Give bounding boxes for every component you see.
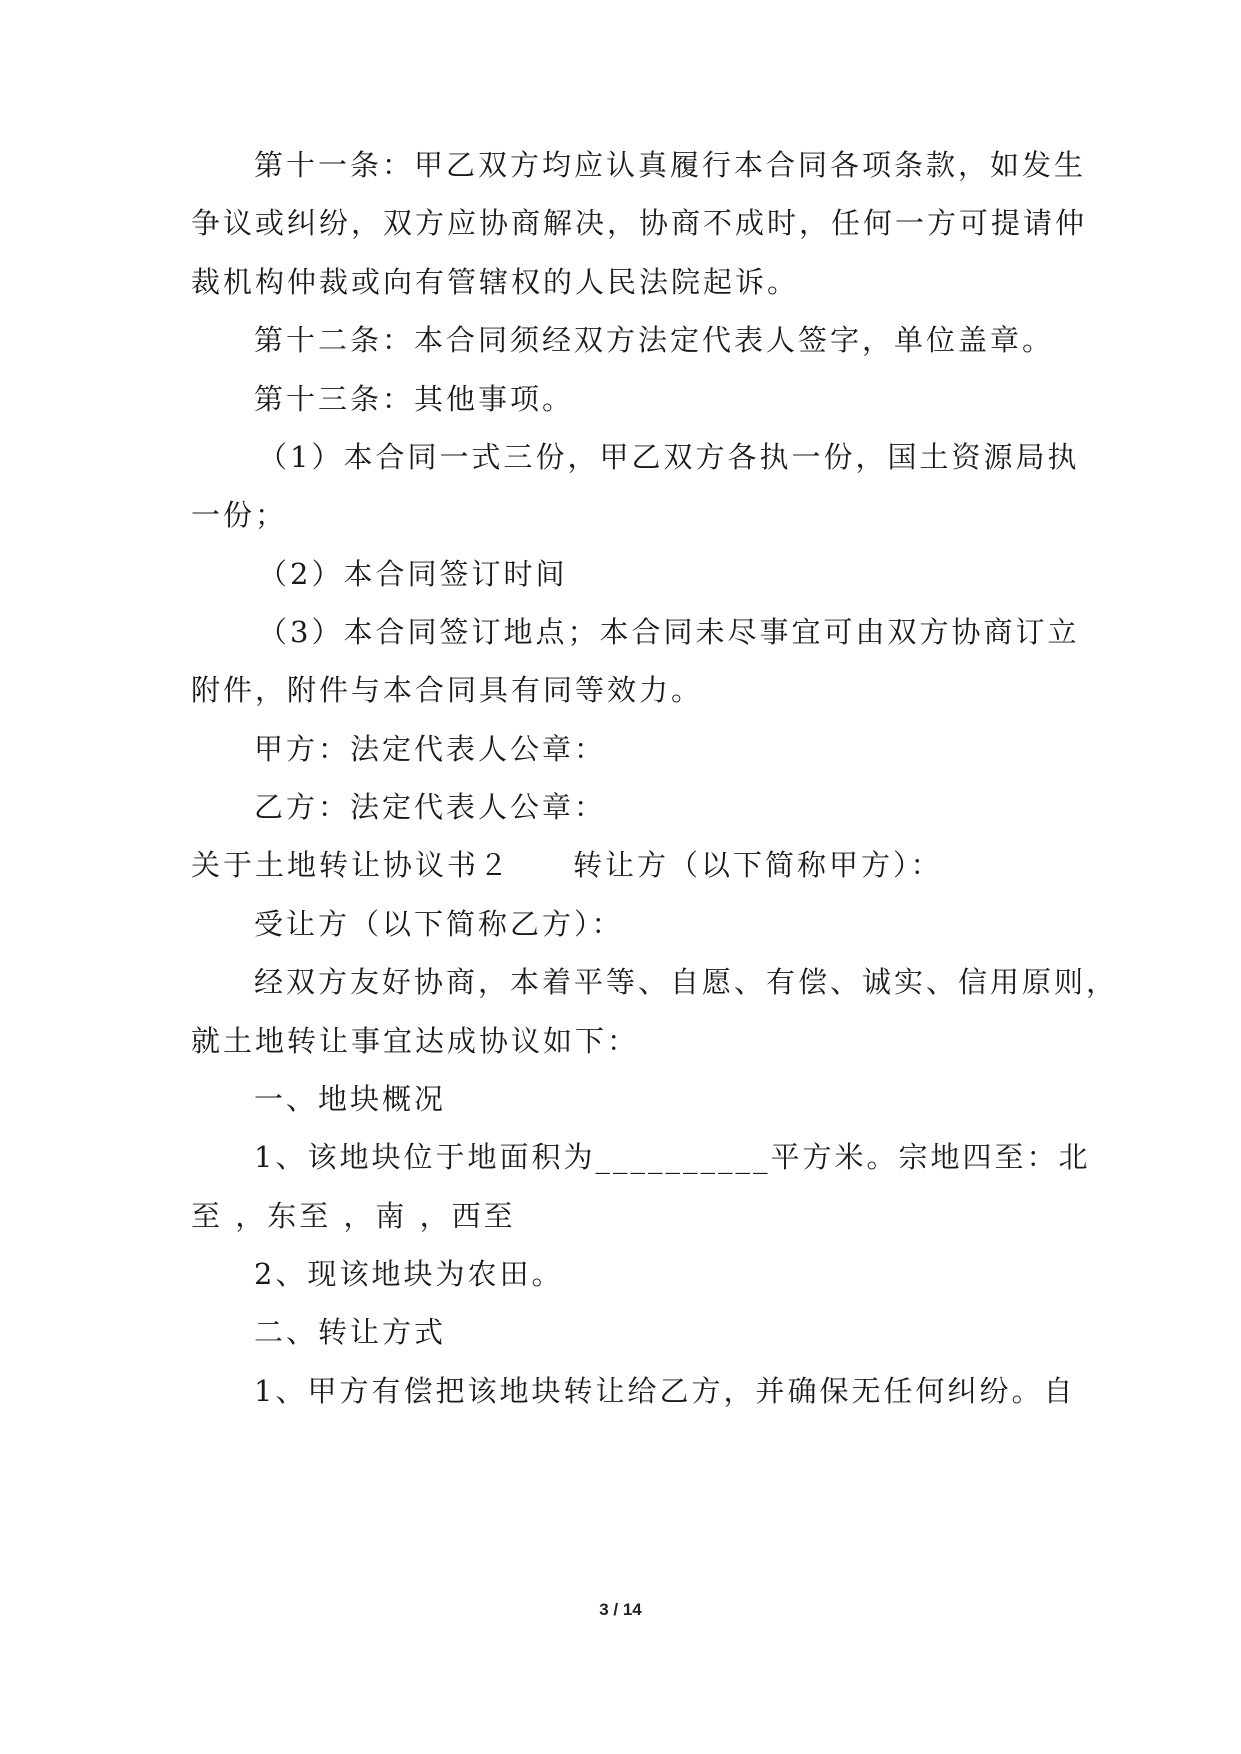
paragraph-line: 第十三条：其他事项。 — [254, 382, 575, 416]
paragraph-line: 1、甲方有偿把该地块转让给乙方，并确保无任何纠纷。自 — [254, 1374, 1076, 1408]
paragraph-line: 附件，附件与本合同具有同等效力。 — [191, 673, 704, 707]
signature-line-party-a: 甲方：法定代表人公章： — [254, 732, 607, 766]
paragraph-line: 一份； — [191, 498, 288, 532]
section-heading: 一、地块概况 — [254, 1082, 447, 1116]
section-heading: 二、转让方式 — [254, 1315, 447, 1349]
transferee-label: 受让方（以下简称乙方）： — [254, 907, 624, 941]
paragraph-line: 争议或纠纷，双方应协商解决，协商不成时，任何一方可提请仲 — [191, 206, 1088, 240]
paragraph-line: （3）本合同签订地点；本合同未尽事宜可由双方协商订立 — [258, 615, 1080, 649]
paragraph-line: （2）本合同签订时间 — [258, 557, 568, 591]
paragraph-line: 第十二条：本合同须经双方法定代表人签字，单位盖章。 — [254, 323, 1055, 357]
page-number: 3 / 14 — [599, 1600, 642, 1619]
paragraph-line: 第十一条：甲乙双方均应认真履行本合同各项条款，如发生 — [254, 148, 1087, 182]
paragraph-line: 裁机构仲裁或向有管辖权的人民法院起诉。 — [191, 265, 800, 299]
paragraph-line: 1、该地块位于地面积为__________平方米。宗地四至：北 — [254, 1140, 1091, 1174]
transferor-label: 转让方（以下简称甲方）： — [573, 848, 943, 882]
paragraph-line: 至 ，东至 ，南 ，西至 — [191, 1199, 516, 1233]
paragraph-line: 经双方友好协商，本着平等、自愿、有偿、诚实、信用原则， — [254, 965, 1119, 999]
paragraph-line: （1）本合同一式三份，甲乙双方各执一份，国土资源局执 — [258, 440, 1080, 474]
paragraph-line: 就土地转让事宜达成协议如下： — [191, 1024, 640, 1058]
signature-line-party-b: 乙方：法定代表人公章： — [254, 790, 607, 824]
agreement-heading — [191, 845, 1061, 885]
agreement-title: 关于土地转让协议书２ — [191, 848, 512, 882]
paragraph-line: 2、现该地块为农田。 — [254, 1257, 564, 1291]
